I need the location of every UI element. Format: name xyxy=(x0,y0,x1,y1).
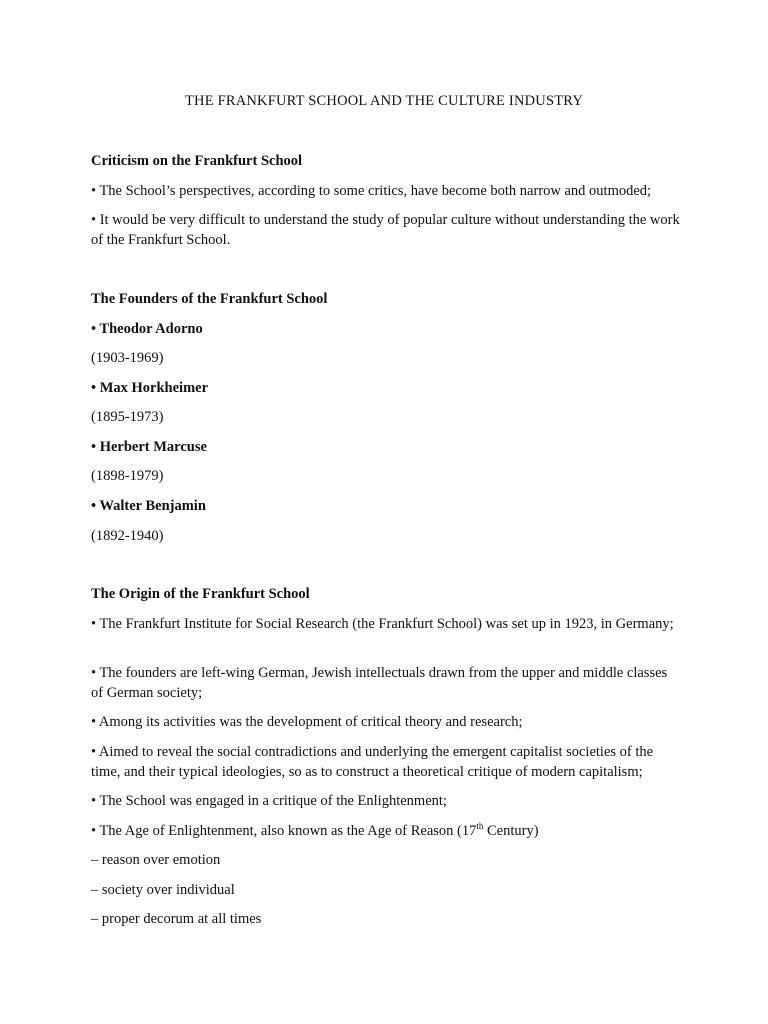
document-title: THE FRANKFURT SCHOOL AND THE CULTURE INDUSTRY xyxy=(184,93,584,109)
founder-years-2: (1895-1973) xyxy=(91,409,164,425)
founder-name-3: • Herbert Marcuse xyxy=(91,439,207,455)
origin-point-3: • Among its activities was the development of critical theory and research; xyxy=(91,714,523,730)
dash-item-2: – society over individual xyxy=(91,882,235,898)
origin-point-enlightenment xyxy=(91,821,539,841)
origin-point-1: • The Frankfurt Institute for Social Research (the Frankfurt School) was set up in 1923, in Germany; xyxy=(91,616,674,632)
enlightenment-text-end: Century) xyxy=(483,823,539,839)
origin-point-5: • The School was engaged in a critique of the Enlightenment; xyxy=(91,793,447,809)
founder-name-2: • Max Horkheimer xyxy=(91,380,209,396)
founder-name-1: • Theodor Adorno xyxy=(91,321,203,337)
origin-point-4: • Aimed to reveal the social contradictions and underlying the emergent capitalist societies of the time, and their typical ideologies, so as to construct a theoretical critique of modern capitalism; xyxy=(91,744,654,780)
dash-item-1: – reason over emotion xyxy=(91,852,221,868)
founder-name-4: • Walter Benjamin xyxy=(91,498,206,514)
founder-years-1: (1903-1969) xyxy=(91,350,164,366)
section-heading-origin: The Origin of the Frankfurt School xyxy=(91,586,310,602)
founder-years-3: (1898-1979) xyxy=(91,468,164,484)
enlightenment-text: • The Age of Enlightenment, also known as the Age of Reason (17 xyxy=(91,823,477,839)
founder-years-4: (1892-1940) xyxy=(91,528,164,544)
enlightenment-superscript: th xyxy=(476,821,484,831)
criticism-point-2: • It would be very difficult to understand the study of popular culture without understanding the work of the Frankfurt School. xyxy=(91,212,680,248)
criticism-point-1: • The School’s perspectives, according to some critics, have become both narrow and outmoded; xyxy=(91,183,652,199)
section-heading-founders: The Founders of the Frankfurt School xyxy=(91,291,328,307)
section-heading-criticism: Criticism on the Frankfurt School xyxy=(91,153,303,169)
origin-point-2: • The founders are left-wing German, Jewish intellectuals drawn from the upper and middle classes of German society; xyxy=(91,665,668,701)
dash-item-3: – proper decorum at all times xyxy=(91,911,262,927)
